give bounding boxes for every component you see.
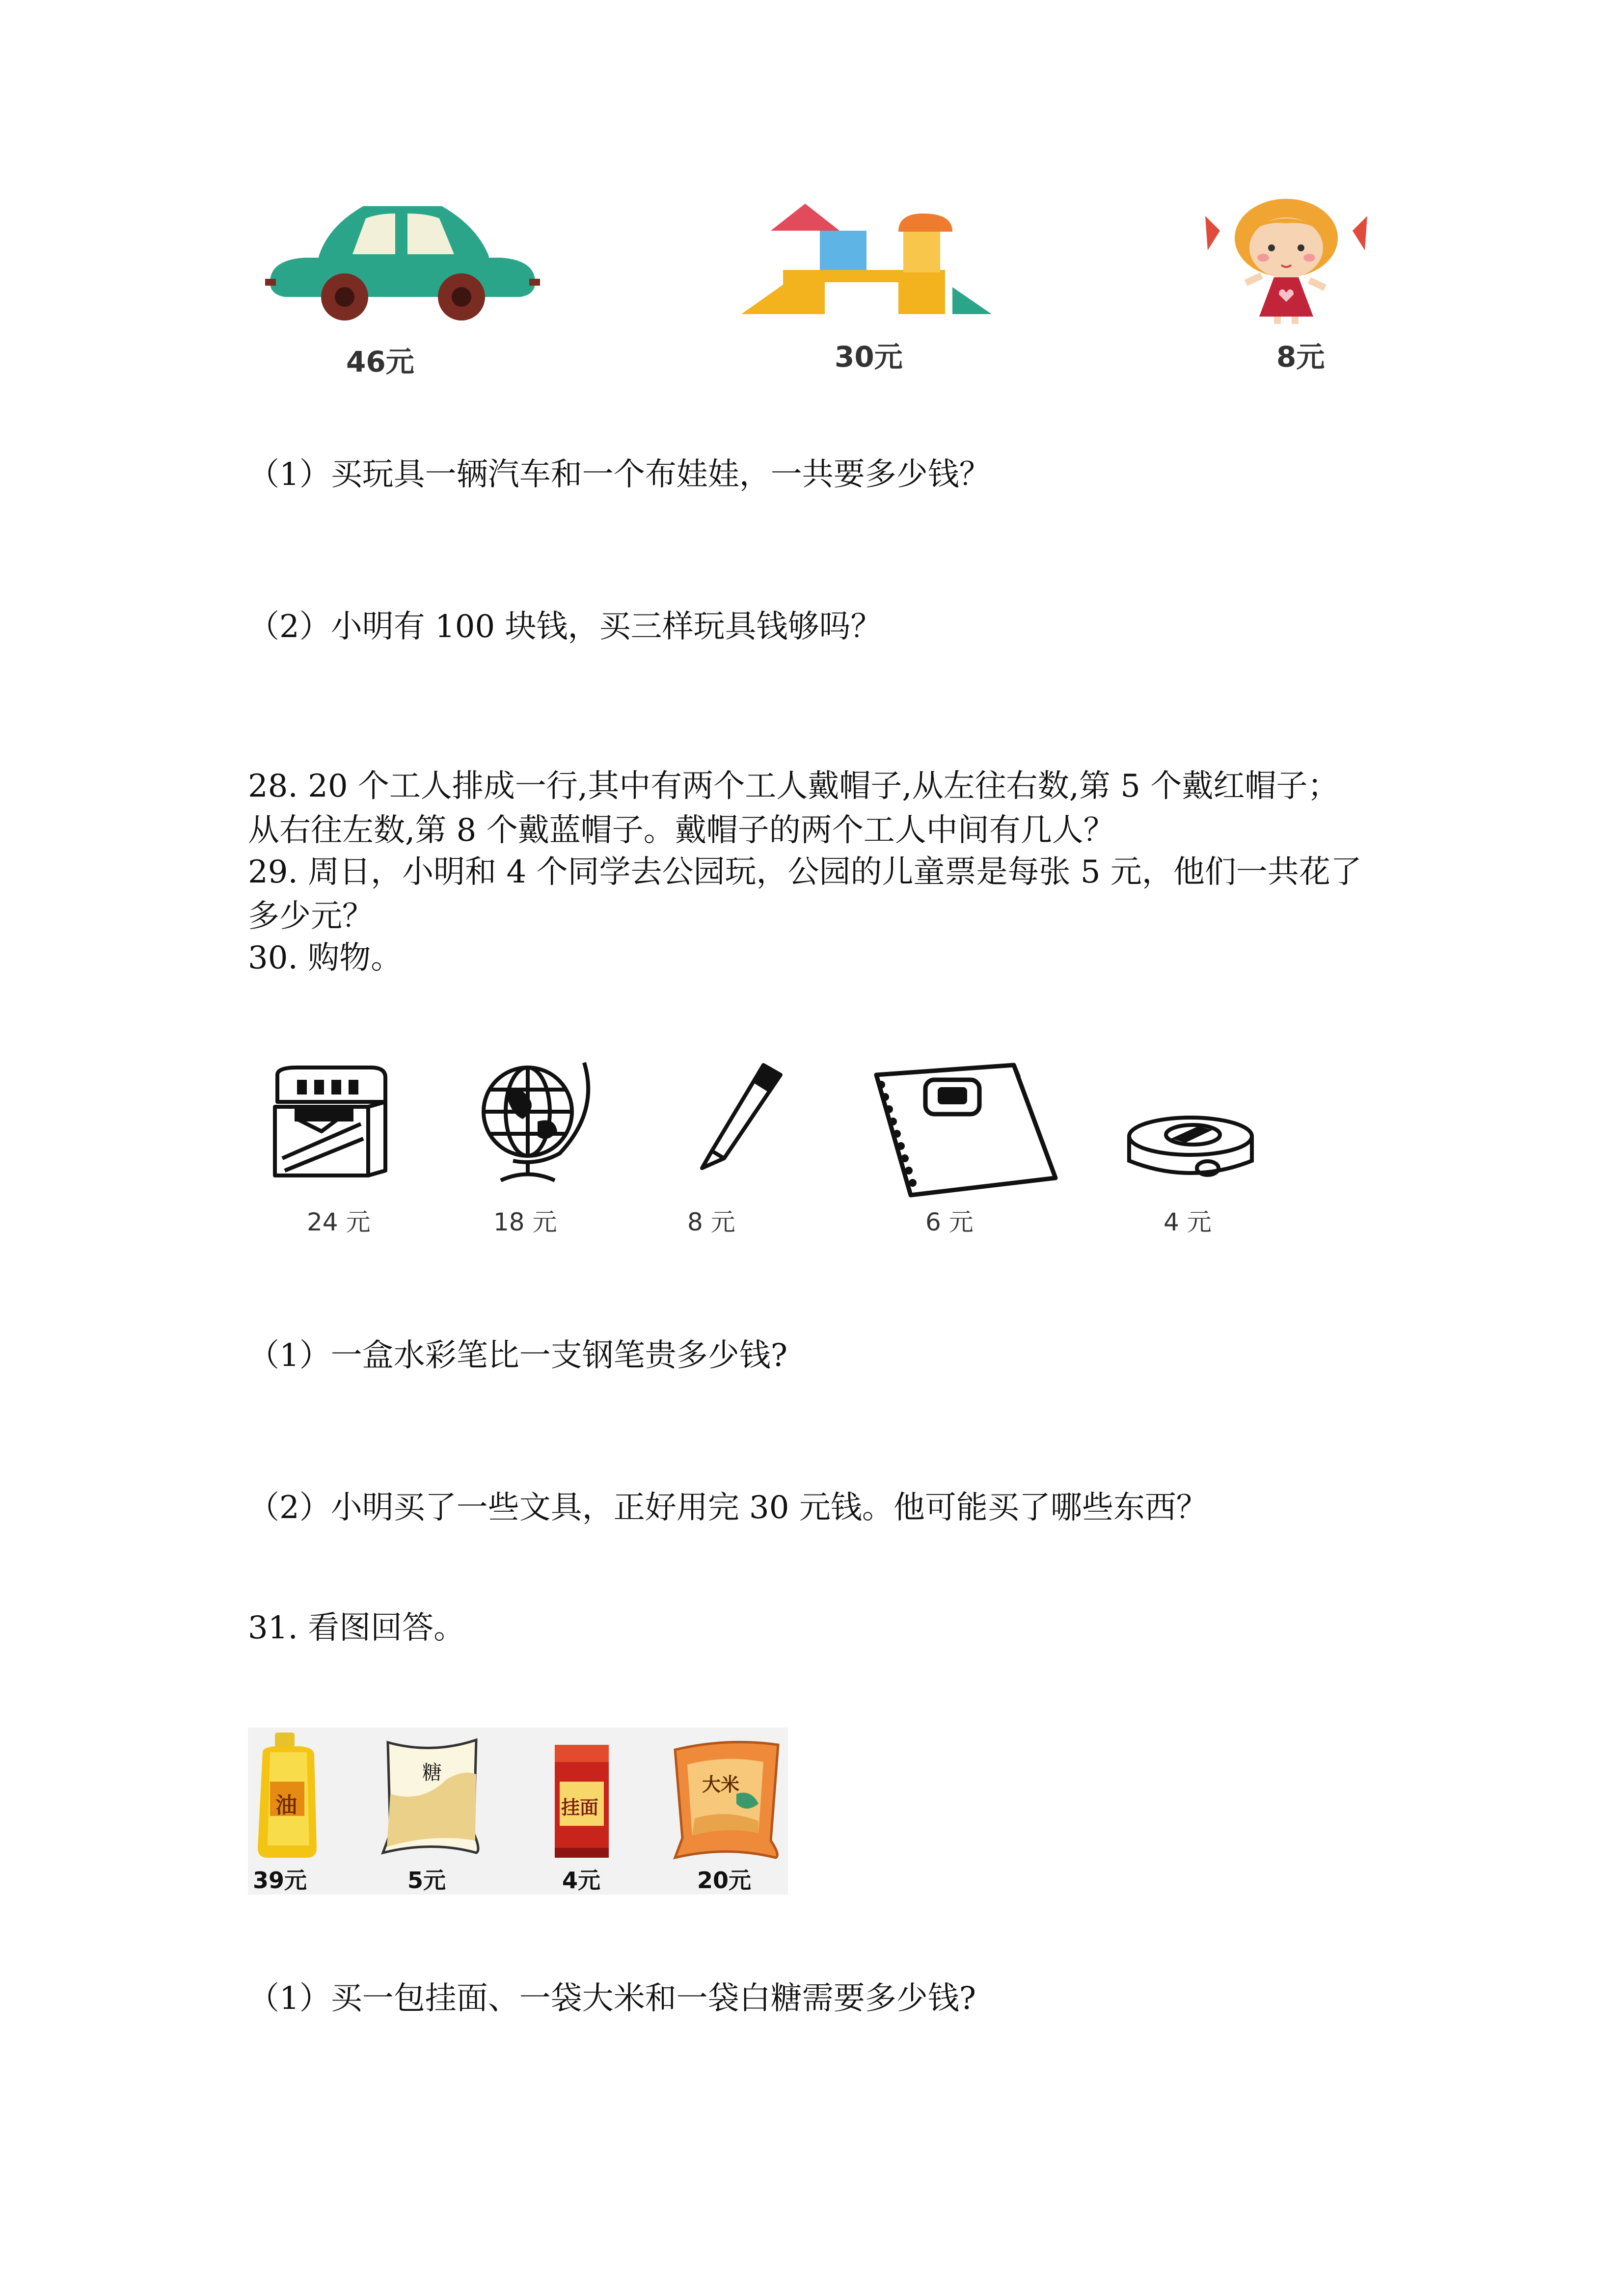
toy-doll-price: 8元: [1276, 340, 1325, 374]
noodles-price: 4元: [562, 1867, 601, 1894]
globe-image: [464, 1058, 601, 1185]
question-28-line2: 从右往左数,第 8 个戴蓝帽子。戴帽子的两个工人中间有几人？: [248, 812, 1115, 849]
question-toy-1: （1）买玩具一辆汽车和一个布娃娃，一共要多少钱？: [248, 456, 991, 493]
notebook-price: 6 元: [925, 1208, 974, 1236]
notebook-image: [866, 1060, 1063, 1202]
oil-bottle-image: [253, 1733, 322, 1860]
question-28-line1: 28. 20 个工人排成一行,其中有两个工人戴帽子,从左往右数,第 5 个戴红帽子；: [248, 768, 1339, 804]
question-29-line2: 多少元？: [248, 898, 374, 934]
question-29-line1: 29. 周日，小明和 4 个同学去公园玩，公园的儿童票是每张 5 元，他们一共花了: [248, 854, 1362, 890]
question-31-title: 31. 看图回答。: [248, 1610, 465, 1646]
grocery-strip: [248, 1728, 788, 1895]
sugar-bag-image: [378, 1735, 486, 1858]
toy-car-price: 46元: [346, 345, 414, 378]
noodles-pack-image: [552, 1742, 611, 1860]
question-31-1: （1）买一包挂面、一袋大米和一袋白糖需要多少钱?: [248, 1980, 976, 2017]
question-30-1: （1）一盒水彩笔比一支钢笔贵多少钱?: [248, 1337, 788, 1374]
pen-image: [690, 1060, 788, 1173]
rice-price: 20元: [697, 1867, 752, 1894]
toy-car-image: [265, 196, 540, 324]
toy-blocks-price: 30元: [835, 340, 903, 374]
rice-label: 大米: [702, 1774, 740, 1795]
question-toy-2: （2）小明有 100 块钱，买三样玩具钱够吗？: [248, 609, 882, 645]
watercolor-pens-image: [268, 1065, 390, 1183]
watercolor-pens-price: 24 元: [307, 1208, 371, 1236]
question-30-title: 30. 购物。: [248, 940, 403, 976]
sugar-price: 5元: [407, 1867, 446, 1894]
oil-label: 油: [275, 1793, 297, 1818]
toy-doll-image: [1205, 196, 1367, 324]
sharpener-image: [1124, 1114, 1262, 1188]
sugar-label: 糖: [422, 1762, 442, 1784]
question-30-2: （2）小明买了一些文具，正好用完 30 元钱。他可能买了哪些东西？: [248, 1490, 1208, 1526]
pen-price: 8 元: [687, 1208, 735, 1236]
noodles-label: 挂面: [561, 1797, 599, 1818]
rice-bag-image: [668, 1735, 785, 1860]
sharpener-price: 4 元: [1164, 1208, 1212, 1236]
oil-price: 39元: [253, 1867, 307, 1894]
globe-price: 18 元: [493, 1208, 557, 1236]
toy-blocks-image: [741, 201, 997, 314]
